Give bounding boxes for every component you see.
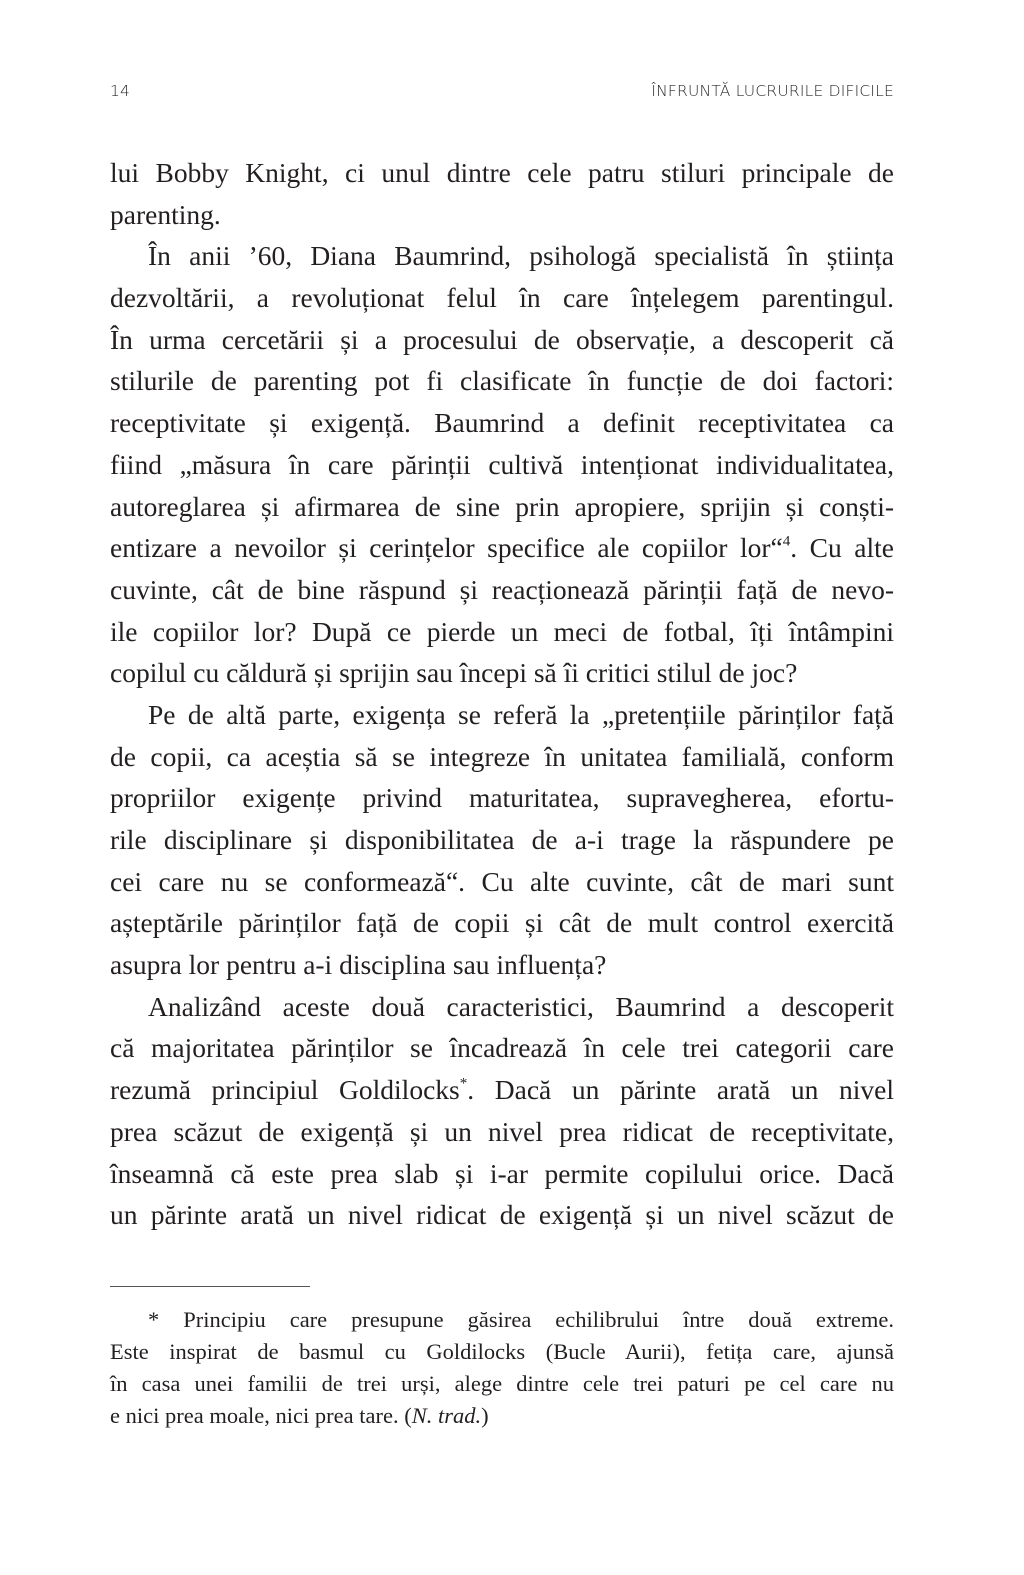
text-line: asupra lor pentru a-i disciplina sau influența? (110, 949, 607, 981)
text-line: parenting. (110, 198, 221, 230)
text-line: receptivitate și exigență. Baumrind a definit receptivitatea ca (110, 407, 894, 439)
footnote (110, 1304, 894, 1432)
text-line: dezvoltării, a revoluționat felul în care înțelegem parentingul. (110, 282, 894, 314)
footnote-line: în casa unei familii de trei urși, alege dintre cele trei paturi pe cel care nu (110, 1371, 894, 1396)
text-segment: rezumă principiul Goldilocks (110, 1074, 460, 1106)
text-line: În anii ’60, Diana Baumrind, psihologă specialistă în știința (148, 240, 894, 272)
text-line (110, 1069, 894, 1111)
text-segment: entizare a nevoilor și cerințelor specifice ale copiilor lor“ (110, 532, 783, 564)
text-line: așteptările părinților față de copii și cât de mult control exercită (110, 907, 894, 939)
text-line: propriilor exigențe privind maturitatea, supravegherea, efortu- (110, 782, 894, 814)
body-text (110, 152, 894, 1236)
text-line: fiind „măsura în care părinții cultivă intenționat individualitatea, (110, 448, 894, 480)
text-line: copilul cu căldură și sprijin sau începi să îi critici stilul de joc? (110, 657, 798, 689)
running-head: ÎNFRUNTĂ LUCRURILE DIFICILE (651, 82, 894, 100)
page-header (110, 82, 894, 106)
text-line: prea scăzut de exigență și un nivel prea ridicat de receptivitate, (110, 1115, 894, 1147)
footnote-ref-asterisk[interactable]: * (459, 1075, 468, 1092)
text-line: un părinte arată un nivel ridicat de exigență și un nivel scăzut de (110, 1199, 894, 1231)
footnote-ref-4[interactable]: 4 (782, 533, 791, 550)
text-line: rile disciplinare și disponibilitatea de a-i trage la răspundere pe (110, 824, 894, 855)
text-line: Pe de altă parte, exigența se referă la „pretențiile părinților față (148, 698, 894, 730)
footnote-separator (110, 1286, 310, 1287)
text-line: ile copiilor lor? După ce pierde un meci de fotbal, îți întâmpini (110, 615, 894, 647)
text-line: cuvinte, cât de bine răspund și reacționează părinții față de nevo- (110, 573, 894, 605)
text-line: Analizând aceste două caracteristici, Baumrind a descoperit (148, 990, 894, 1022)
text-line: înseamnă că este prea slab și i-ar permite copilului orice. Dacă (110, 1157, 894, 1189)
text-segment: e nici prea moale, nici prea tare. ( (110, 1403, 412, 1428)
page-number: 14 (110, 82, 131, 100)
text-line: lui Bobby Knight, ci unul dintre cele patru stiluri principale de (110, 157, 894, 188)
footnote-line: Este inspirat de basmul cu Goldilocks (Bucle Aurii), fetița care, ajunsă (110, 1339, 894, 1364)
text-line: cei care nu se conformează“. Cu alte cuvinte, cât de mari sunt (110, 865, 894, 897)
text-line: autoreglarea și afirmarea de sine prin apropiere, sprijin și conști- (110, 490, 894, 522)
text-line (110, 527, 894, 569)
text-segment: . Dacă un părinte arată un nivel (467, 1074, 894, 1106)
text-line: În urma cercetării și a procesului de observație, a descoperit că (110, 323, 894, 355)
text-segment: . Cu alte (790, 532, 894, 564)
text-line: de copii, ca aceștia să se integreze în unitatea familială, conform (110, 740, 894, 772)
footnote-line: * Principiu care presupune găsirea echilibrului între două extreme. (148, 1307, 894, 1332)
text-line: că majoritatea părinților se încadrează în cele trei categorii care (110, 1032, 894, 1064)
translator-note: N. trad. (411, 1403, 482, 1428)
footnote-line (110, 1400, 894, 1432)
text-line: stilurile de parenting pot fi clasificate în funcție de doi factori: (110, 365, 894, 397)
text-segment: ) (481, 1403, 489, 1428)
